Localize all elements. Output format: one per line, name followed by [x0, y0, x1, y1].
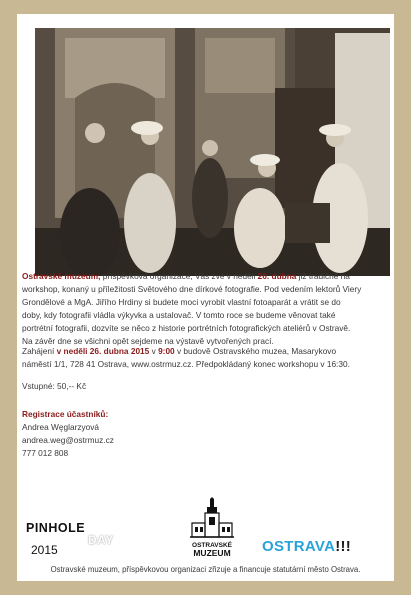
- ostrava-exclamations: !!!: [335, 538, 352, 555]
- registration-block: [22, 408, 114, 460]
- museum-name: Ostravské muzeum,: [22, 271, 101, 281]
- entry-fee: Vstupné: 50,-- Kč: [22, 381, 87, 391]
- ostravske-muzeum-logo: [182, 497, 242, 559]
- contact-email: andrea.weg@ostrmuz.cz: [22, 435, 114, 445]
- intro-paragraph: Ostravské muzeum, příspěvková organizace, Vás zve v neděli 26. dubna již tradičně na workshop, konaný u příležitosti Světového dne dírkové fotografie. Pod vedením lektorů Viery Grondělové a MgA. Jiřího Hrdiny si budete moci vyrobit vlastní fotoaparát a vrátit se do doby, kdy fotografii vládla výkyvka a ustalovač. V tomto roce se budeme věnovat také portrétní fotografii, dozvíte se něco z historie portrétních fotografických ateliérů v Ostravě. Na závěr dne se všichni opět sejdeme na výstavě vytvořených prací.: [22, 271, 362, 347]
- day-word: DAY: [88, 533, 114, 547]
- ostrava-word: OSTRAVA: [262, 538, 336, 555]
- schedule-paragraph: Zahájení v neděli 26. dubna 2015 v 9:00 v budově Ostravského muzea, Masarykovo náměstí 1/1, 728 41 Ostrava, www.ostrmuz.cz. Předpokládaný konec workshopu v 16:30.: [22, 346, 350, 370]
- event-date: 26. dubna: [257, 271, 297, 281]
- start-time: 9:00: [158, 346, 175, 356]
- logo-year: 2015: [31, 543, 58, 557]
- historical-photo: [35, 28, 390, 276]
- contact-name: Andrea Węglarzyová: [22, 422, 100, 432]
- footer-note: Ostravské muzeum, příspěvkovou organizaci zřizuje a financuje statutární město Ostrava.: [50, 565, 361, 574]
- pinhole-word: PINHOLE: [26, 521, 86, 535]
- museum-logo-line1: OSTRAVSKÉ: [192, 542, 232, 549]
- start-date: v neděli 26. dubna 2015: [56, 346, 150, 356]
- contact-phone: 777 012 808: [22, 448, 69, 458]
- ostrava-logo: [262, 538, 351, 555]
- town-hall-icon: [182, 497, 242, 559]
- registration-heading: Registrace účastníků:: [22, 409, 109, 419]
- museum-logo-line2: MUZEUM: [193, 548, 231, 558]
- pinhole-day-logo: [26, 521, 114, 557]
